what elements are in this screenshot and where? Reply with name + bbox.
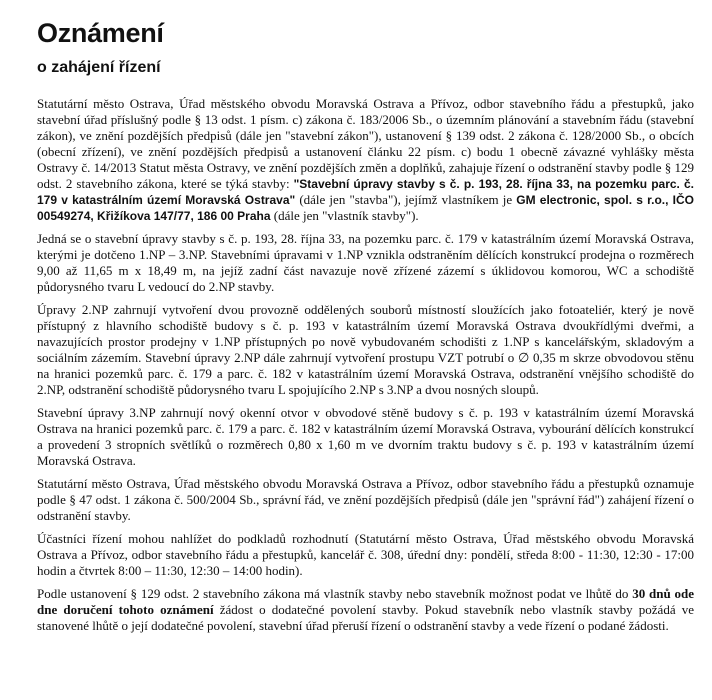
paragraph-inspection: Účastníci řízení mohou nahlížet do podkladů rozhodnutí (Statutární město Ostrava, Úřad městského obvodu Moravská Ostrava a Přívoz, odbor stavebního řádu a přestupků, kancelář č. 308, úřední dny: pondělí, středa 8:00 - 11:30, 12:30 - 17:00 hodin a čtvrtek 8:00 – 11:30, 12:30 – 14:00 hodin). — [37, 531, 694, 578]
intro-text-3: (dále jen "vlastník stavby"). — [270, 208, 419, 223]
document-body — [37, 96, 694, 641]
paragraph-deadline — [37, 586, 694, 634]
deadline-text-2: žádost o dodatečné povolení stavby. Pokud stavebník nebo vlastník stavby požádá ve stanovené lhůtě o její dodatečné povolení, stavební úřad přeruší řízení o odstranění stavby a vede řízení o podané žádosti. — [37, 602, 694, 633]
building-name: "Stavební úpravy stavby s č. p. 193, 28. října 33, na pozemku parc. č. 179 v katastrálním území Moravská Ostrava" — [37, 177, 694, 207]
paragraph-announcement: Statutární město Ostrava, Úřad městského obvodu Moravská Ostrava a Přívoz, odbor stavebního řádu a přestupků oznamuje podle § 47 odst. 1 zákona č. 500/2004 Sb., správní řád, ve znění pozdějších předpisů (dále jen "správní řád") zahájení řízení o odstranění stavby. — [37, 476, 694, 523]
page-subtitle: o zahájení řízení — [37, 59, 161, 76]
deadline-text: Podle ustanovení § 129 odst. 2 stavebního zákona má vlastník stavby nebo stavebník možnost podat ve lhůtě do — [37, 586, 633, 601]
paragraph-3np: Stavební úpravy 3.NP zahrnují nový okenní otvor v obvodové stěně budovy s č. p. 193 v katastrálním území Moravská Ostrava na hranici pozemků parc. č. 179 a parc. č. 182 v katastrálním území Moravská Ostrava, vybourání dělících konstrukcí a provedení 3 stropních světlíků o rozměrech 0,80 x 1,60 m ve dvorním traktu budovy s č. p. 193 v katastrálním území Moravská Ostrava. — [37, 405, 694, 468]
intro-text: Statutární město Ostrava, Úřad městského obvodu Moravská Ostrava a Přívoz, odbor stavebního řádu a přestupků, jako stavební úřad příslušný podle § 13 odst. 1 písm. c) zákona č. 183/2006 Sb., o územním plánování a stavebním řádu (stavební zákon), ve znění pozdějších předpisů (dále jen "stavební zákon"), ustanovení § 139 odst. 2 zákona č. 128/2000 Sb., o obcích (obecní zřízení), ve znění pozdějších předpisů a ustanovení článku 22 písm. c) bodu 1 obecně závazné vyhlášky města Ostravy č. 14/2013 Statut města Ostravy, ve znění pozdějších změn a doplňků, zahajuje řízení o odstranění stavby podle § 129 odst. 2 stavebního zákona, které se týká stavby: — [37, 96, 694, 191]
deadline-bold: 30 dnů ode dne doručení tohoto oznámení — [37, 586, 694, 617]
page-title: Oznámení — [37, 18, 164, 48]
paragraph-2np: Úpravy 2.NP zahrnují vytvoření dvou provozně oddělených souborů místností sloužících jako fotoateliér, který je nově přístupný z hlavního schodiště budovy s č. p. 193 v katastrálním území Moravská Ostrava dvoukřídlými dveřmi, a navazujících prostor prodejny v 1.NP přístupných po nově vybudovaném schodišti z 1.NP s kancelářským, skladovým a sociálním zázemím. Stavební úpravy 2.NP dále zahrnují vytvoření prostupu VZT potrubí o ∅ 0,35 m skrze obvodovou stěnu na hranici pozemků parc. č. 179 a parc. č. 182 v katastrálním území Moravská Ostrava, odstranění vnějšího schodiště do 2.NP, odstranění schodiště půdorysného tvaru L spojujícího 2.NP s 3.NP a dvou nosných sloupů. — [37, 302, 694, 397]
paragraph-1np: Jedná se o stavební úpravy stavby s č. p. 193, 28. října 33, na pozemku parc. č. 179 v katastrálním území Moravská Ostrava, kterými je dotčeno 1.NP – 3.NP. Stavebními úpravami v 1.NP vznikla odstraněním dělících konstrukcí prodejna o rozměrech 9,00 až 11,65 m x 18,49 m, na jejíž zadní část navazuje nově zřízené zázemí s úklidovou komorou, WC a schodiště půdorysného tvaru L vedoucí do 2.NP stavby. — [37, 231, 694, 294]
intro-text-2: (dále jen "stavba"), jejímž vlastníkem je — [295, 192, 517, 207]
owner-name: GM electronic, spol. s r.o., IČO 00549274, Křižíkova 147/77, 186 00 Praha — [37, 193, 695, 223]
paragraph-intro — [37, 96, 694, 224]
